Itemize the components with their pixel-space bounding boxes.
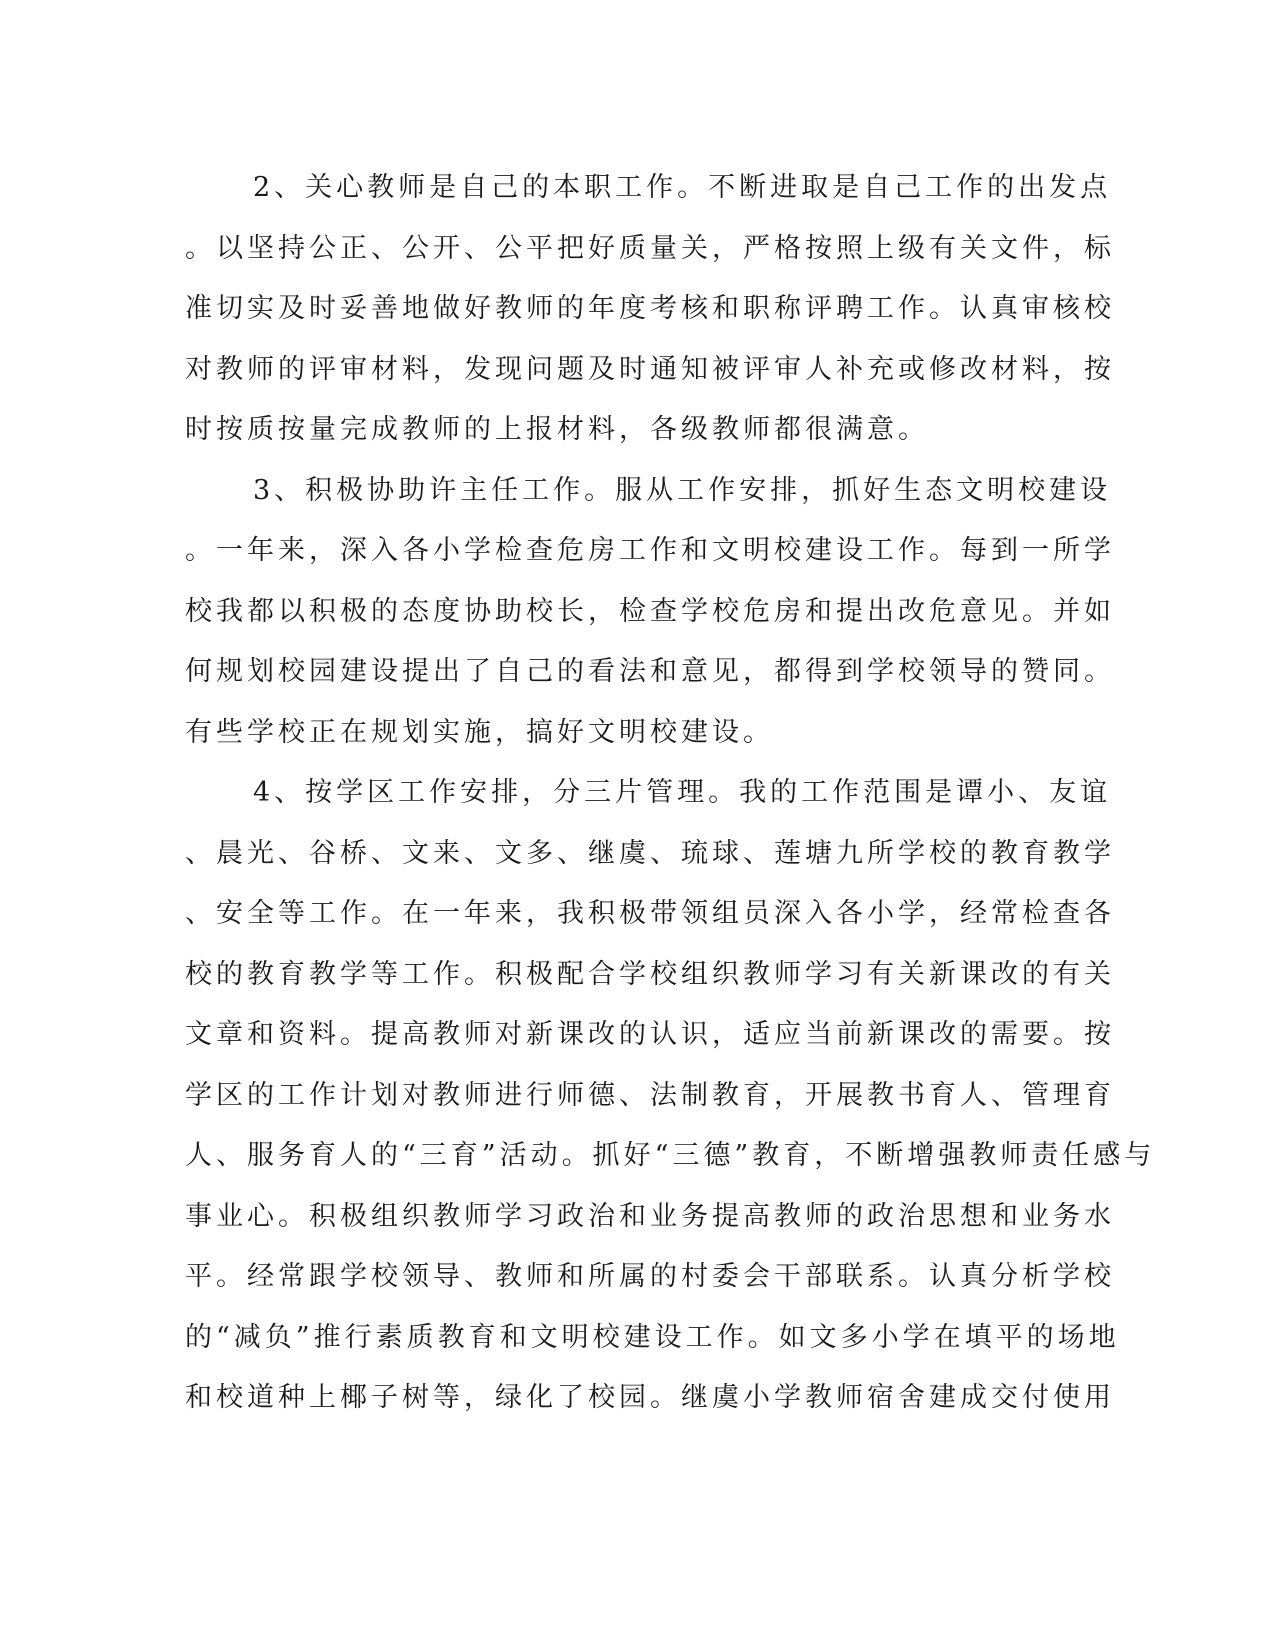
paragraph-line: 。以坚持公正、公开、公平把好质量关，严格按照上级有关文件，标 — [185, 232, 1115, 264]
paragraph-line: 何规划校园建设提出了自己的看法和意见，都得到学校领导的赞同。 — [185, 656, 1115, 687]
paragraph-line: 。一年来，深入各小学检查危房工作和文明校建设工作。每到一所学 — [185, 535, 1115, 566]
paragraph-line: 准切实及时妥善地做好教师的年度考核和职称评聘工作。认真审核校 — [185, 293, 1115, 324]
document-body — [185, 158, 1156, 1429]
paragraph-line: 平。经常跟学校领导、教师和所属的村委会干部联系。认真分析学校 — [185, 1261, 1115, 1292]
paragraph-line: 文章和资料。提高教师对新课改的认识，适应当前新课改的需要。按 — [185, 1019, 1115, 1050]
paragraph-3 — [185, 461, 1115, 764]
paragraph-line: 学区的工作计划对教师进行师德、法制教育，开展教书育人、管理育 — [185, 1079, 1115, 1111]
paragraph-line: 、安全等工作。在一年来，我积极带领组员深入各小学，经常检查各 — [185, 898, 1115, 929]
paragraph-line: 4、按学区工作安排，分三片管理。我的工作范围是谭小、友谊 — [253, 777, 1112, 808]
paragraph-line: 校的教育教学等工作。积极配合学校组织教师学习有关新课改的有关 — [185, 958, 1115, 990]
paragraph-line: 有些学校正在规划实施，搞好文明校建设。 — [185, 716, 774, 748]
paragraph-line: 的“减负”推行素质教育和文明校建设工作。如文多小学在填平的场地 — [185, 1321, 1120, 1353]
paragraph-line: 人、服务育人的“三育”活动。抓好“三德”教育，不断增强教师责任感与 — [185, 1140, 1156, 1171]
paragraph-4 — [185, 763, 1156, 1429]
paragraph-line: 校我都以积极的态度协助校长，检查学校危房和提出改危意见。并如 — [185, 595, 1115, 627]
paragraph-line: 事业心。积极组织教师学习政治和业务提高教师的政治思想和业务水 — [185, 1200, 1115, 1232]
paragraph-line: 对教师的评审材料，发现问题及时通知被评审人补充或修改材料，按 — [185, 353, 1115, 385]
paragraph-2 — [185, 158, 1115, 461]
paragraph-line: 2、关心教师是自己的本职工作。不断进取是自己工作的出发点 — [253, 172, 1112, 203]
paragraph-line: 时按质按量完成教师的上报材料，各级教师都很满意。 — [185, 414, 929, 445]
paragraph-line: 、晨光、谷桥、文来、文多、继虞、琉球、莲塘九所学校的教育教学 — [185, 837, 1115, 869]
paragraph-line: 3、积极协助许主任工作。服从工作安排，抓好生态文明校建设 — [253, 474, 1112, 506]
paragraph-line: 和校道种上椰子树等，绿化了校园。继虞小学教师宿舍建成交付使用 — [185, 1382, 1115, 1413]
